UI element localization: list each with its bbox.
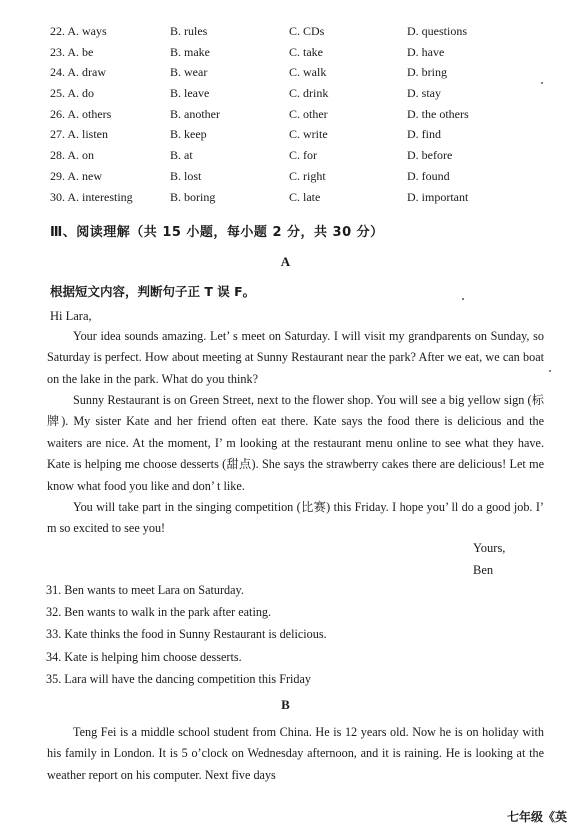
option-a: 27. A. listen (50, 127, 109, 142)
passage-a-label: A (280, 254, 291, 269)
option-b: B. lost (170, 168, 202, 183)
passage-b-label: B (281, 697, 290, 712)
scan-speck (462, 298, 464, 300)
cloze-options (0, 24, 571, 210)
option-c: C. write (289, 127, 328, 142)
option-d: D. find (407, 127, 441, 142)
paragraph-text: You will take part in the singing competition (比赛) this Friday. I hope you’ ll do a good job. I’ m so excited to see you! (47, 500, 544, 536)
option-b: B. rules (170, 24, 208, 38)
scan-speck (549, 370, 551, 372)
paragraph-text: Sunny Restaurant is on Green Street, next to the flower shop. You will see a big yellow sign (标牌). My sister Kate and her friend often eat there. Kate says the food there is delicious and the waiters are nice. At the moment, I’ m looking at the restaurant menu online to see what they have. Kate is helping me choose desserts (甜点). She says the strawberry cakes there are delicious! Let me know what food you like and don’ t like. (47, 393, 544, 493)
option-c: C. CDs (289, 24, 325, 38)
option-row (0, 107, 571, 128)
scan-speck (541, 82, 543, 84)
option-a: 23. A. be (50, 44, 94, 59)
option-c: C. right (289, 168, 326, 183)
option-d: D. found (407, 168, 450, 183)
option-d: D. the others (407, 106, 469, 121)
option-d: D. stay (407, 86, 441, 101)
option-row (0, 65, 571, 86)
instruction-text: 根据短文内容，判断句子正 T 误 F。 (50, 284, 256, 299)
option-row (0, 45, 571, 66)
option-a: 29. A. new (50, 168, 102, 183)
option-c: C. drink (289, 86, 329, 101)
option-row (0, 190, 571, 211)
option-d: D. before (407, 148, 453, 163)
option-a: 28. A. on (50, 148, 95, 163)
section-title: Ⅲ、阅读理解（共 15 小题，每小题 2 分，共 30 分） (50, 225, 384, 240)
option-row (0, 24, 571, 45)
question-list (46, 583, 327, 694)
option-b: B. another (170, 106, 220, 121)
option-c: C. take (289, 44, 323, 59)
question-item: 35. Lara will have the dancing competition this Friday (46, 671, 312, 686)
option-row (0, 148, 571, 169)
option-b: B. keep (170, 127, 207, 142)
passage-b-paragraph (47, 722, 544, 786)
option-b: B. at (170, 148, 193, 163)
option-b: B. leave (170, 86, 210, 101)
letter-signature: Ben (473, 563, 494, 577)
letter-paragraph (47, 390, 544, 497)
option-a: 25. A. do (50, 86, 95, 101)
letter-greeting: Hi Lara, (50, 309, 92, 323)
letter-closing: Yours, (473, 541, 506, 555)
option-c: C. walk (289, 65, 327, 80)
question-item: 31. Ben wants to meet Lara on Saturday. (46, 583, 244, 597)
paragraph-text: Teng Fei is a middle school student from China. He is 12 years old. Now he is on holiday with his family in London. It is 5 o’clock on Wednesday afternoon, and it is raining. He is looking at the weather report on his computer. Next five days (47, 725, 544, 782)
question-item: 33. Kate thinks the food in Sunny Restaurant is delicious. (46, 627, 327, 642)
option-a: 30. A. interesting (50, 189, 133, 204)
option-d: D. questions (407, 24, 467, 38)
page-footer: 七年级《英 (506, 810, 567, 824)
letter-paragraph (47, 497, 544, 540)
question-item: 32. Ben wants to walk in the park after eating. (46, 605, 272, 620)
option-b: B. boring (170, 189, 216, 204)
option-c: C. for (289, 148, 317, 163)
letter-paragraph (47, 326, 544, 390)
option-d: D. have (407, 44, 445, 59)
option-a: 22. A. ways (50, 24, 107, 38)
option-d: D. important (407, 189, 469, 204)
paragraph-text: Your idea sounds amazing. Let’ s meet on Saturday. I will visit my grandparents on Sunday, so Saturday is perfect. How about meeting at Sunny Restaurant near the park? After we eat, we can boat on the lake in the park. What do you think? (47, 329, 544, 386)
option-c: C. other (289, 106, 328, 121)
question-item: 34. Kate is helping him choose desserts. (46, 649, 242, 664)
option-a: 26. A. others (50, 106, 112, 121)
option-d: D. bring (407, 65, 447, 80)
option-row (0, 127, 571, 148)
option-b: B. wear (170, 65, 208, 80)
option-a: 24. A. draw (50, 65, 106, 80)
option-row (0, 169, 571, 190)
option-row (0, 86, 571, 107)
option-c: C. late (289, 189, 321, 204)
option-b: B. make (170, 44, 210, 59)
